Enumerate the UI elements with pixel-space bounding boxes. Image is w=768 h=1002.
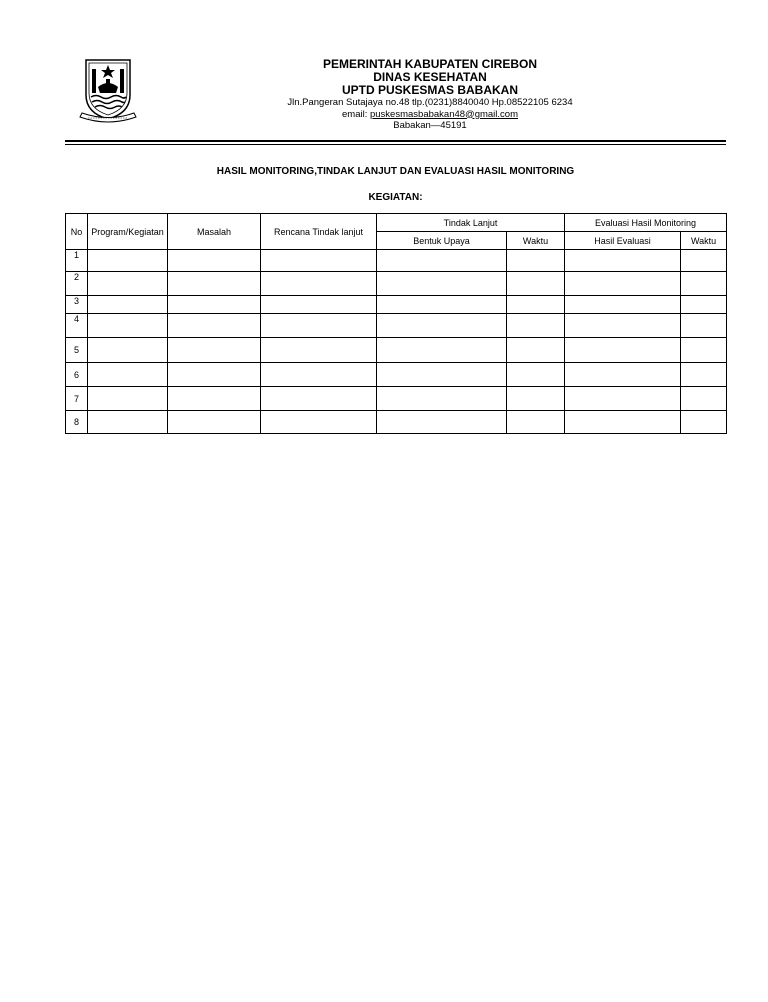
cell-waktu-tindak[interactable] [507,272,565,296]
cell-program[interactable] [88,387,168,411]
row-number: 8 [66,411,88,434]
email-link[interactable]: puskesmasbabakan48@gmail.com [369,108,518,120]
cell-program[interactable] [88,338,168,363]
column-header-masalah: Masalah [168,214,261,250]
cell-masalah[interactable] [168,411,261,434]
cell-hasil-evaluasi[interactable] [565,411,681,434]
cell-program[interactable] [88,411,168,434]
column-group-tindak-lanjut: Tindak Lanjut [377,214,565,232]
cell-waktu-evaluasi[interactable] [681,296,727,314]
column-header-bentuk-upaya: Bentuk Upaya [377,232,507,250]
cell-hasil-evaluasi[interactable] [565,387,681,411]
monitoring-table [65,213,727,434]
column-header-rencana: Rencana Tindak lanjut [261,214,377,250]
cell-masalah[interactable] [168,272,261,296]
cell-masalah[interactable] [168,296,261,314]
cell-hasil-evaluasi[interactable] [565,338,681,363]
email-label: email: [342,108,370,120]
column-header-no: No [66,214,88,250]
cell-hasil-evaluasi[interactable] [565,296,681,314]
row-number: 3 [66,296,88,314]
header-unit: UPTD PUSKESMAS BABAKAN [341,83,518,97]
cell-masalah[interactable] [168,314,261,338]
header-city: Babakan—45191 [393,120,467,131]
row-number: 5 [66,338,88,363]
row-number: 4 [66,314,88,338]
cell-waktu-evaluasi[interactable] [681,387,727,411]
cell-waktu-evaluasi[interactable] [681,363,727,387]
cell-hasil-evaluasi[interactable] [565,314,681,338]
kabupaten-cirebon-logo [78,57,138,125]
cell-rencana[interactable] [261,296,377,314]
cell-rencana[interactable] [261,338,377,363]
cell-waktu-evaluasi[interactable] [681,411,727,434]
header-government: PEMERINTAH KABUPATEN CIREBON [322,57,537,71]
cell-waktu-tindak[interactable] [507,338,565,363]
header-email-line [230,109,630,121]
cell-bentuk-upaya[interactable] [377,296,507,314]
table-row [66,411,727,434]
cell-waktu-tindak[interactable] [507,411,565,434]
cell-program[interactable] [88,250,168,272]
table-row [66,338,727,363]
cell-masalah[interactable] [168,338,261,363]
cell-rencana[interactable] [261,314,377,338]
cell-bentuk-upaya[interactable] [377,411,507,434]
letterhead [230,58,630,132]
document-subtitle: KEGIATAN: [368,192,423,203]
cell-waktu-tindak[interactable] [507,387,565,411]
table-row [66,387,727,411]
table-row [66,296,727,314]
cell-program[interactable] [88,296,168,314]
cell-waktu-tindak[interactable] [507,363,565,387]
header-agency: DINAS KESEHATAN [373,70,487,84]
cell-waktu-tindak[interactable] [507,296,565,314]
row-number: 6 [66,363,88,387]
document-title: HASIL MONITORING,TINDAK LANJUT DAN EVALUASI HASIL MONITORING [216,166,575,177]
cell-hasil-evaluasi[interactable] [565,250,681,272]
cell-waktu-evaluasi[interactable] [681,338,727,363]
cell-waktu-tindak[interactable] [507,250,565,272]
cell-rencana[interactable] [261,387,377,411]
column-header-waktu-evaluasi: Waktu [681,232,727,250]
header-address: Jln.Pangeran Sutajaya no.48 tlp.(0231)8840040 Hp.08522105 6234 [287,97,573,108]
cell-rencana[interactable] [261,411,377,434]
cell-bentuk-upaya[interactable] [377,272,507,296]
cell-bentuk-upaya[interactable] [377,363,507,387]
row-number: 1 [66,250,88,272]
row-number: 2 [66,272,88,296]
table-row [66,250,727,272]
table-row [66,363,727,387]
cell-masalah[interactable] [168,363,261,387]
column-header-hasil-evaluasi: Hasil Evaluasi [565,232,681,250]
column-header-program: Program/Kegiatan [88,214,168,250]
cell-bentuk-upaya[interactable] [377,314,507,338]
cell-rencana[interactable] [261,250,377,272]
cell-rencana[interactable] [261,272,377,296]
cell-waktu-evaluasi[interactable] [681,272,727,296]
cell-program[interactable] [88,363,168,387]
cell-masalah[interactable] [168,387,261,411]
letterhead-divider-thick [65,140,726,142]
cell-bentuk-upaya[interactable] [377,387,507,411]
cell-bentuk-upaya[interactable] [377,250,507,272]
cell-program[interactable] [88,314,168,338]
table-row [66,314,727,338]
letterhead-divider-thin [65,144,726,145]
table-row [66,272,727,296]
cell-waktu-tindak[interactable] [507,314,565,338]
cell-bentuk-upaya[interactable] [377,338,507,363]
cell-waktu-evaluasi[interactable] [681,250,727,272]
cell-rencana[interactable] [261,363,377,387]
column-header-waktu-tindak: Waktu [507,232,565,250]
cell-program[interactable] [88,272,168,296]
row-number: 7 [66,387,88,411]
cell-masalah[interactable] [168,250,261,272]
cell-hasil-evaluasi[interactable] [565,272,681,296]
column-group-evaluasi: Evaluasi Hasil Monitoring [565,214,727,232]
cell-waktu-evaluasi[interactable] [681,314,727,338]
cell-hasil-evaluasi[interactable] [565,363,681,387]
